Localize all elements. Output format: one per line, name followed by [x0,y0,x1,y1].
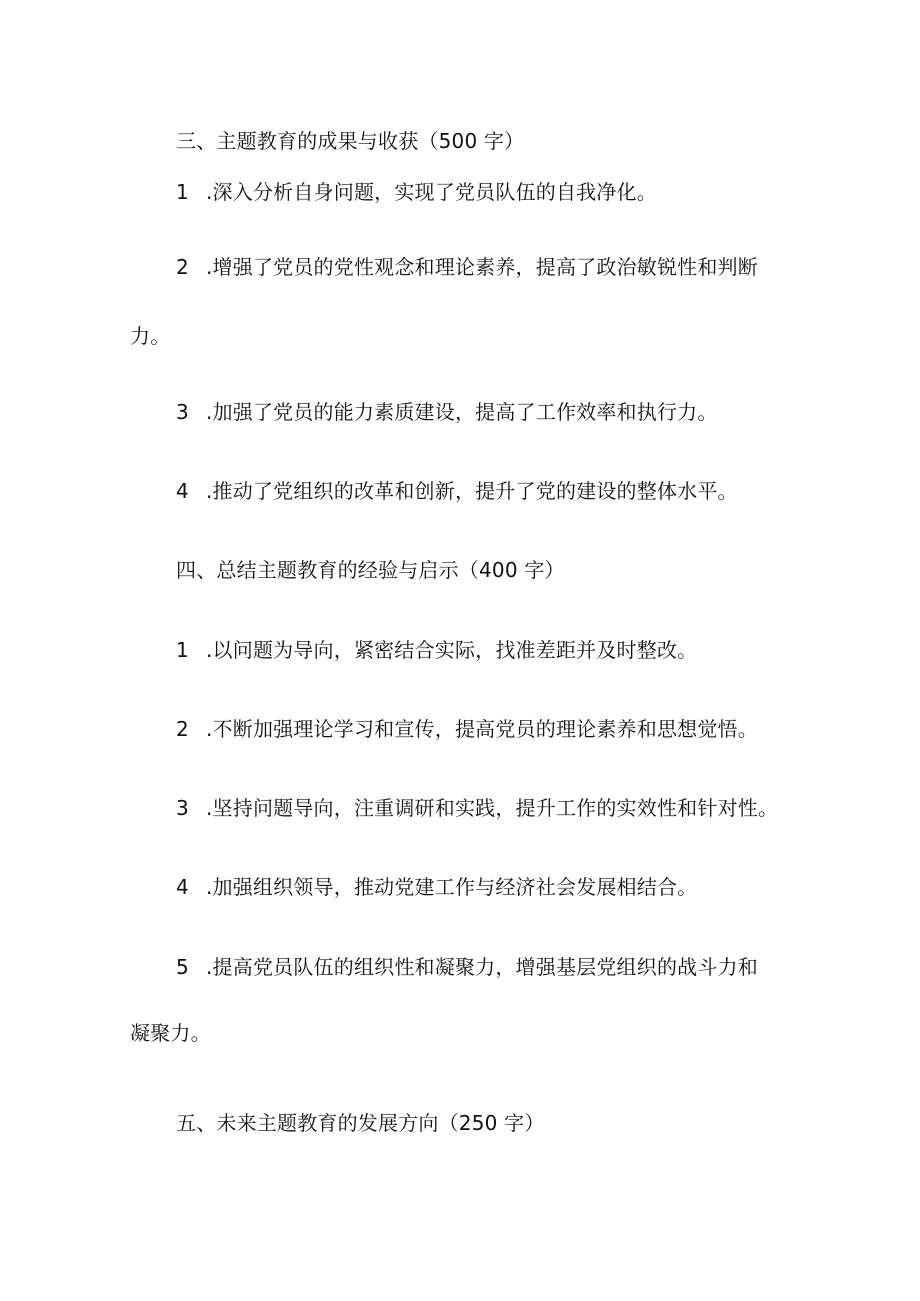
item-number: 3 [176,796,189,820]
item-number: 4 [176,875,189,899]
item-number: 1 [176,180,189,204]
list-item-4-3 [176,794,778,822]
item-text: .加强了党员的能力素质建设，提高了工作效率和执行力。 [206,400,718,424]
item-text: .不断加强理论学习和宣传，提高党员的理论素养和思想觉悟。 [206,717,758,741]
item-number: 3 [176,400,189,424]
list-item-4-1 [176,636,697,664]
section-heading-5: 五、未来主题教育的发展方向（250 字） [176,1111,545,1135]
item-text: .加强组织领导，推动党建工作与经济社会发展相结合。 [206,875,698,899]
list-item-3-2-continuation: 力。 [130,324,171,348]
item-number: 4 [176,479,189,503]
section-heading-4: 四、总结主题教育的经验与启示（400 字） [176,558,565,582]
item-number: 2 [176,255,189,279]
list-item-3-3 [176,398,718,426]
list-item-4-5 [176,953,758,981]
item-text: .提高党员队伍的组织性和凝聚力，增强基层党组织的战斗力和 [206,955,758,979]
item-text: .坚持问题导向，注重调研和实践，提升工作的实效性和针对性。 [206,796,779,820]
item-text: .增强了党员的党性观念和理论素养，提高了政治敏锐性和判断 [206,255,758,279]
item-text: .以问题为导向，紧密结合实际，找准差距并及时整改。 [206,638,698,662]
list-item-4-5-continuation: 凝聚力。 [130,1021,211,1045]
list-item-4-4 [176,873,697,901]
list-item-3-4 [176,477,738,505]
item-text: .深入分析自身问题，实现了党员队伍的自我净化。 [206,180,657,204]
item-text: .推动了党组织的改革和创新，提升了党的建设的整体水平。 [206,479,738,503]
list-item-3-1 [176,178,657,206]
item-number: 1 [176,638,189,662]
list-item-3-2 [176,253,758,281]
item-number: 5 [176,955,189,979]
list-item-4-2 [176,715,758,743]
section-heading-3: 三、主题教育的成果与收获（500 字） [176,129,525,153]
item-number: 2 [176,717,189,741]
